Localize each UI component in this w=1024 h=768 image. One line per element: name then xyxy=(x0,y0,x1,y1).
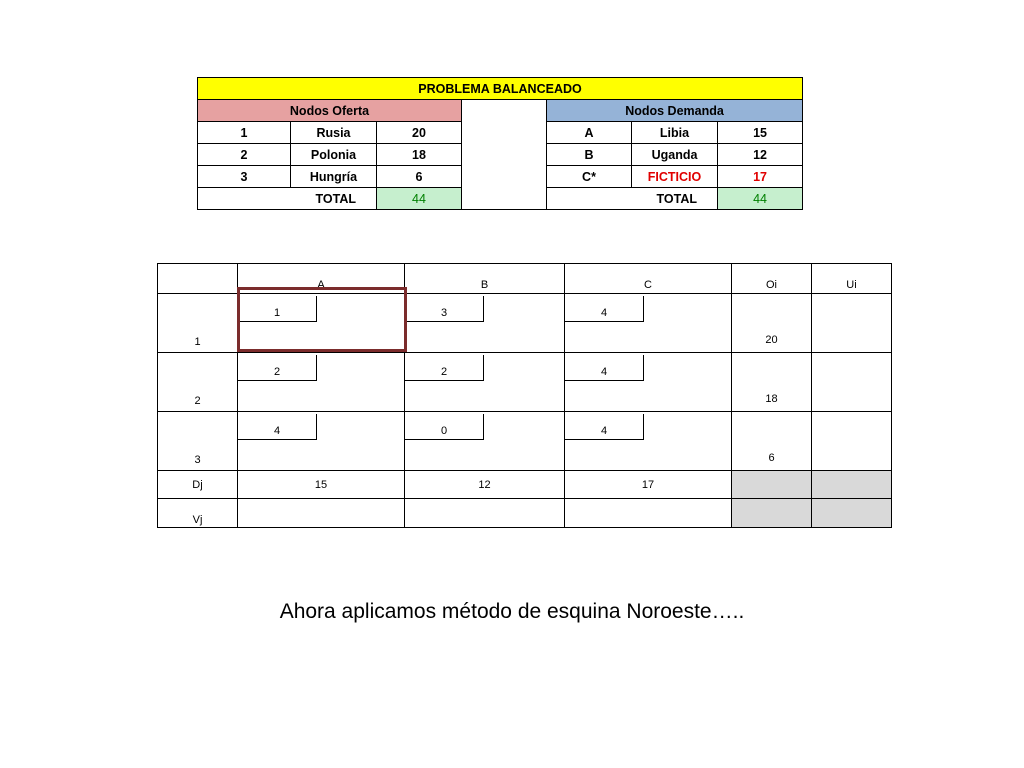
vj-cell[interactable] xyxy=(405,499,565,528)
summary-table xyxy=(197,77,803,210)
oferta-value: 18 xyxy=(377,144,462,166)
header-oi: Oi xyxy=(732,264,812,294)
oi-value: 20 xyxy=(765,334,778,346)
summary-gap xyxy=(462,122,547,144)
header-c: C xyxy=(565,264,732,294)
cost-value: 4 xyxy=(565,355,644,381)
summary-gap xyxy=(462,188,547,210)
oferta-id: 2 xyxy=(198,144,291,166)
oferta-name: Hungría xyxy=(291,166,377,188)
northwest-corner-highlight xyxy=(237,287,407,352)
oi-cell xyxy=(732,412,812,471)
demanda-id: B xyxy=(547,144,632,166)
shaded-cell xyxy=(732,499,812,528)
allocation-cell[interactable] xyxy=(238,353,405,412)
oferta-name: Polonia xyxy=(291,144,377,166)
oferta-value: 6 xyxy=(377,166,462,188)
dj-value: 12 xyxy=(405,471,565,499)
oi-cell xyxy=(732,294,812,353)
header-a: A xyxy=(238,264,405,294)
row-label: 1 xyxy=(158,294,238,353)
slide-caption: Ahora aplicamos método de esquina Noroeste….. xyxy=(279,600,745,623)
summary-title: PROBLEMA BALANCEADO xyxy=(198,78,803,100)
demanda-header: Nodos Demanda xyxy=(547,100,803,122)
shaded-cell xyxy=(812,499,892,528)
summary-gap xyxy=(462,166,547,188)
demanda-total-value: 44 xyxy=(718,188,803,210)
row-label: 2 xyxy=(158,353,238,412)
oferta-total-value: 44 xyxy=(377,188,462,210)
oi-value: 18 xyxy=(765,393,778,405)
vj-cell[interactable] xyxy=(238,499,405,528)
demanda-value-ficticio: 17 xyxy=(718,166,803,188)
vj-cell[interactable] xyxy=(565,499,732,528)
cost-value: 0 xyxy=(405,414,484,440)
allocation-cell[interactable] xyxy=(405,294,565,353)
demanda-name: Uganda xyxy=(632,144,718,166)
allocation-cell[interactable] xyxy=(405,412,565,471)
shaded-cell xyxy=(732,471,812,499)
header-ui: Ui xyxy=(812,264,892,294)
demanda-name: Libia xyxy=(632,122,718,144)
dj-label: Dj xyxy=(158,471,238,499)
dj-value: 15 xyxy=(238,471,405,499)
demanda-value: 12 xyxy=(718,144,803,166)
oferta-total-label: TOTAL xyxy=(198,188,377,210)
cost-value: 2 xyxy=(238,355,317,381)
cost-value: 4 xyxy=(565,414,644,440)
oferta-name: Rusia xyxy=(291,122,377,144)
demanda-name-ficticio: FICTICIO xyxy=(632,166,718,188)
demanda-value: 15 xyxy=(718,122,803,144)
oferta-value: 20 xyxy=(377,122,462,144)
ui-cell[interactable] xyxy=(812,412,892,471)
demanda-total-label: TOTAL xyxy=(547,188,718,210)
ui-cell[interactable] xyxy=(812,294,892,353)
allocation-cell[interactable] xyxy=(565,412,732,471)
cost-value: 4 xyxy=(565,296,644,322)
allocation-cell[interactable] xyxy=(405,353,565,412)
summary-gap xyxy=(462,100,547,122)
header-b: B xyxy=(405,264,565,294)
oi-cell xyxy=(732,353,812,412)
allocation-cell[interactable] xyxy=(565,294,732,353)
cost-value: 1 xyxy=(238,296,317,322)
oferta-id: 1 xyxy=(198,122,291,144)
row-label: 3 xyxy=(158,412,238,471)
corner-cell xyxy=(158,264,238,294)
shaded-cell xyxy=(812,471,892,499)
allocation-cell[interactable] xyxy=(565,353,732,412)
cost-value: 3 xyxy=(405,296,484,322)
demanda-id: A xyxy=(547,122,632,144)
demanda-id: C* xyxy=(547,166,632,188)
cost-value: 4 xyxy=(238,414,317,440)
dj-value: 17 xyxy=(565,471,732,499)
oferta-header: Nodos Oferta xyxy=(198,100,462,122)
cost-value: 2 xyxy=(405,355,484,381)
vj-label: Vj xyxy=(158,499,238,528)
oi-value: 6 xyxy=(768,452,775,464)
oferta-id: 3 xyxy=(198,166,291,188)
summary-gap xyxy=(462,144,547,166)
ui-cell[interactable] xyxy=(812,353,892,412)
allocation-cell[interactable] xyxy=(238,412,405,471)
